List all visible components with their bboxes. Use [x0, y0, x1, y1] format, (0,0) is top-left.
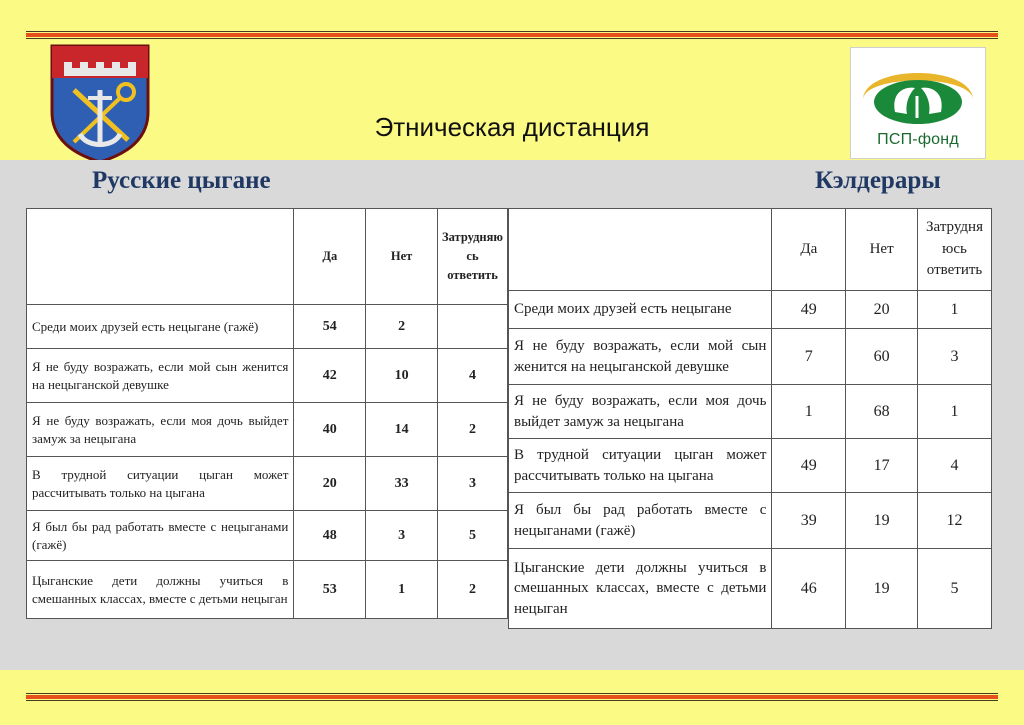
no-cell: 2 [366, 305, 438, 349]
question-cell: Среди моих друзей есть нецыгане (гажё) [27, 305, 294, 349]
question-cell: Я не буду возражать, если моя дочь выйдет замуж за нецыгана [27, 403, 294, 457]
coat-of-arms-icon [48, 42, 152, 164]
table-header-row [27, 209, 508, 305]
no-cell: 60 [846, 329, 918, 385]
hard-cell: 1 [918, 291, 992, 329]
hard-cell: 2 [438, 561, 508, 619]
no-cell: 3 [366, 511, 438, 561]
yes-cell: 48 [294, 511, 366, 561]
table-row [27, 305, 508, 349]
header-empty [509, 209, 772, 291]
hard-cell: 2 [438, 403, 508, 457]
yes-cell: 53 [294, 561, 366, 619]
hard-cell: 1 [918, 385, 992, 439]
yes-cell: 49 [772, 439, 846, 493]
header-hard-line-1: Затрудня [926, 218, 983, 235]
table-row [509, 329, 992, 385]
question-cell: Я был бы рад работать вместе с нецыганами (гажё) [509, 493, 772, 549]
table-row [27, 511, 508, 561]
no-cell: 19 [846, 549, 918, 629]
hard-cell: 3 [918, 329, 992, 385]
table-row [509, 439, 992, 493]
no-cell: 1 [366, 561, 438, 619]
table-row [27, 403, 508, 457]
table-row [509, 493, 992, 549]
yes-cell: 1 [772, 385, 846, 439]
question-cell: В трудной ситуации цыган может рассчитывать только на цыгана [509, 439, 772, 493]
question-cell: Я был бы рад работать вместе с нецыганами (гажё) [27, 511, 294, 561]
hard-cell [438, 305, 508, 349]
hard-cell: 5 [438, 511, 508, 561]
question-cell: Цыганские дети должны учиться в смешанных классах, вместе с детьми нецыган [27, 561, 294, 619]
table-row [27, 457, 508, 511]
question-cell: Среди моих друзей есть нецыгане [509, 291, 772, 329]
table-header-row [509, 209, 992, 291]
no-cell: 19 [846, 493, 918, 549]
russian-roma-table [26, 208, 508, 619]
header-yes: Да [294, 209, 366, 305]
yes-cell: 46 [772, 549, 846, 629]
no-cell: 33 [366, 457, 438, 511]
bottom-rule [26, 695, 998, 699]
no-cell: 20 [846, 291, 918, 329]
leaf-logo-icon [851, 48, 985, 130]
question-cell: Я не буду возражать, если мой сын женится на нецыганской девушке [27, 349, 294, 403]
header-hard-line-2: сь [466, 249, 479, 264]
logo-text: ПСП-фонд [877, 131, 959, 148]
no-cell: 10 [366, 349, 438, 403]
yes-cell: 7 [772, 329, 846, 385]
header-hard-line-1: Затрудняю [442, 230, 503, 245]
question-cell: Цыганские дети должны учиться в смешанных классах, вместе с детьми нецыган [509, 549, 772, 629]
psp-fund-logo [850, 47, 986, 159]
no-cell: 17 [846, 439, 918, 493]
header-hard-to-say [918, 209, 992, 291]
yes-cell: 39 [772, 493, 846, 549]
no-cell: 14 [366, 403, 438, 457]
yes-cell: 40 [294, 403, 366, 457]
header-hard-line-3: ответить [926, 262, 983, 279]
hard-cell: 12 [918, 493, 992, 549]
table-row [509, 549, 992, 629]
yes-cell: 42 [294, 349, 366, 403]
table-row [509, 291, 992, 329]
header-empty [27, 209, 294, 305]
hard-cell: 3 [438, 457, 508, 511]
header-hard-to-say [438, 209, 508, 305]
question-cell: Я не буду возражать, если мой сын женится на нецыганской девушке [509, 329, 772, 385]
question-cell: В трудной ситуации цыган может рассчитывать только на цыгана [27, 457, 294, 511]
hard-cell: 5 [918, 549, 992, 629]
header-no: Нет [366, 209, 438, 305]
yes-cell: 54 [294, 305, 366, 349]
no-cell: 68 [846, 385, 918, 439]
left-subtitle: Русские цыгане [92, 167, 271, 194]
slide-title: Этническая дистанция [374, 112, 650, 142]
hard-cell: 4 [918, 439, 992, 493]
kalderash-table [508, 208, 992, 629]
right-subtitle: Кэлдерары [815, 167, 941, 194]
hard-cell: 4 [438, 349, 508, 403]
table-row [27, 349, 508, 403]
table-row [27, 561, 508, 619]
question-cell: Я не буду возражать, если моя дочь выйдет замуж за нецыгана [509, 385, 772, 439]
header-no: Нет [846, 209, 918, 291]
yes-cell: 49 [772, 291, 846, 329]
header-yes: Да [772, 209, 846, 291]
table-row [509, 385, 992, 439]
header-hard-line-3: ответить [447, 267, 498, 282]
yes-cell: 20 [294, 457, 366, 511]
header-hard-line-2: юсь [942, 240, 967, 257]
top-rule [26, 33, 998, 37]
